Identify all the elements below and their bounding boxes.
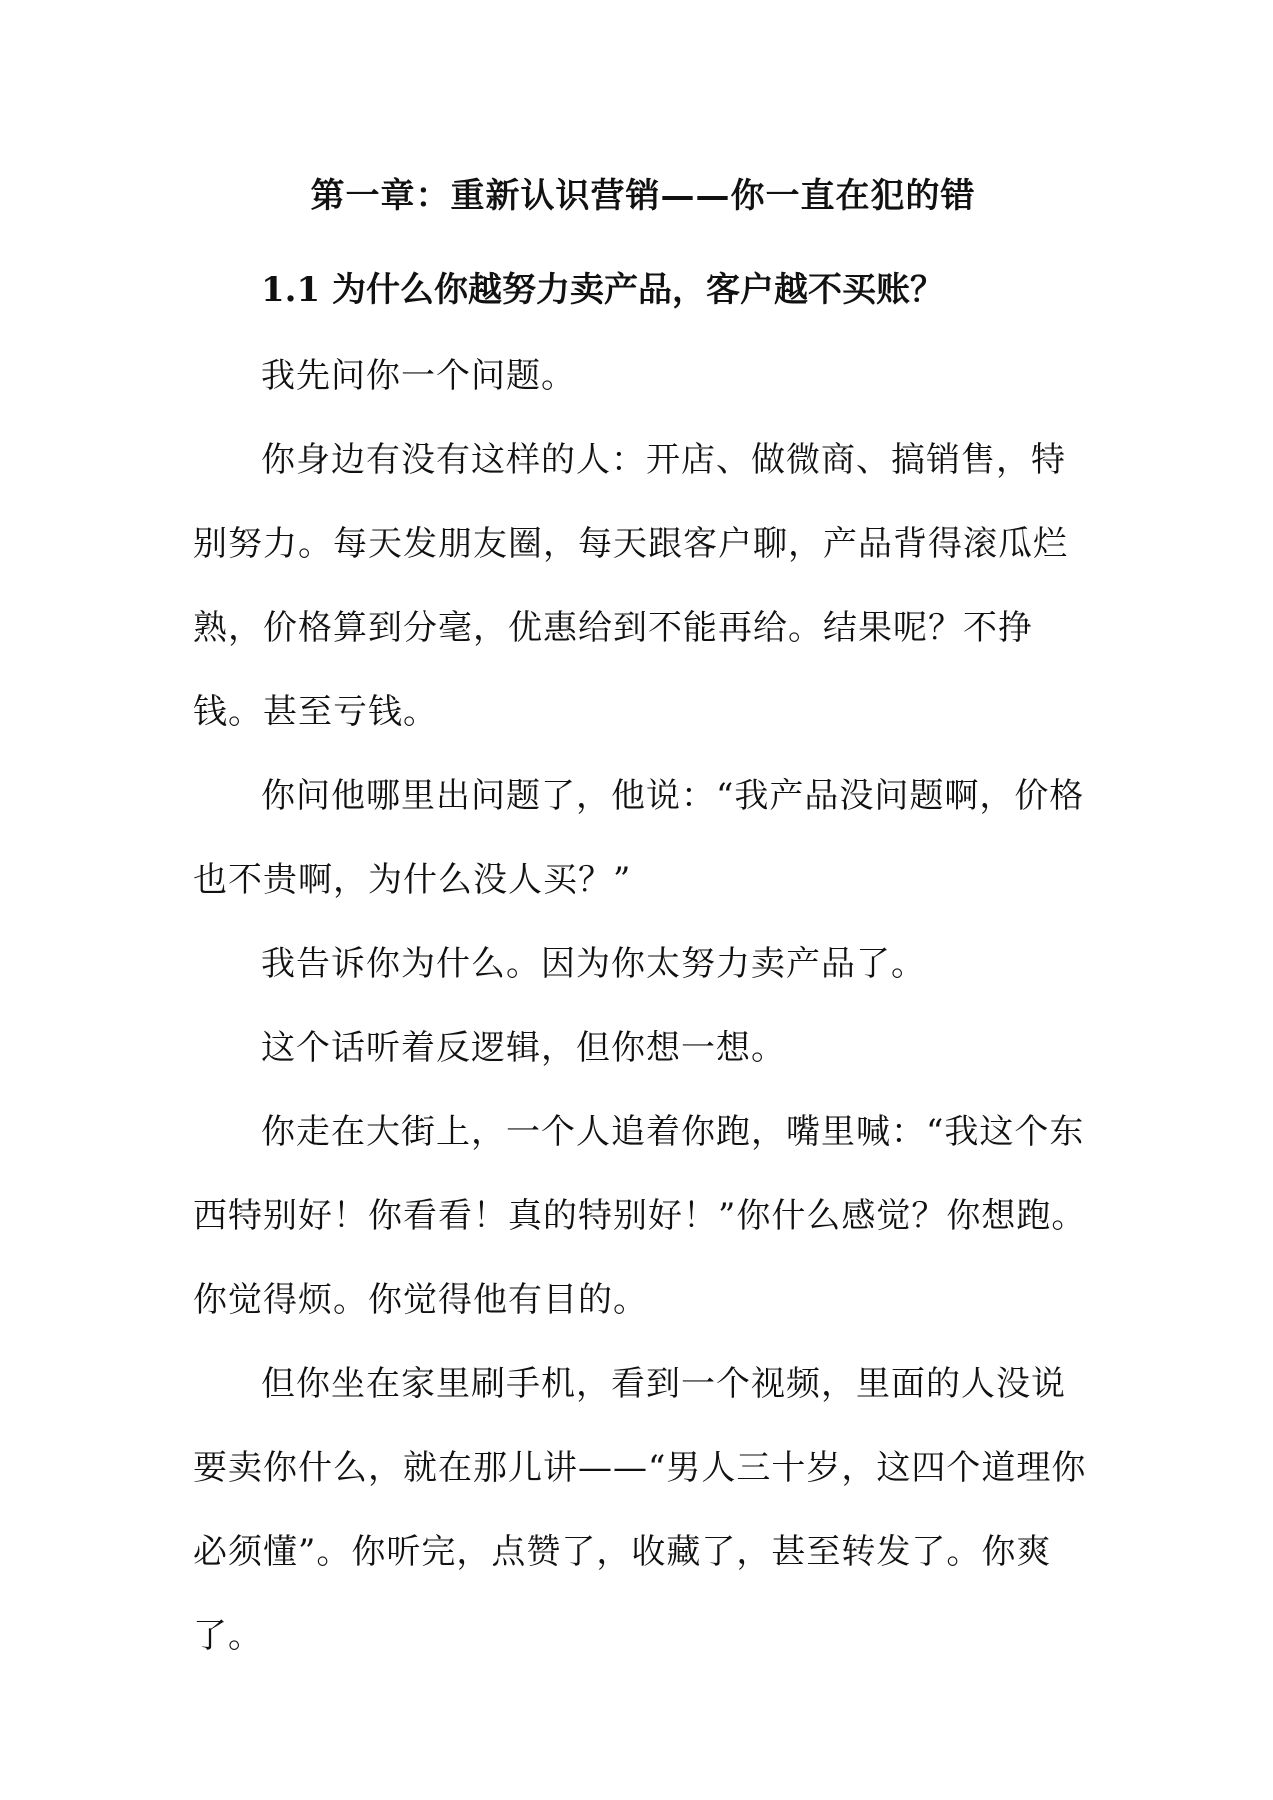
paragraph: 我告诉你为什么。因为你太努力卖产品了。 xyxy=(261,944,926,984)
paragraph: 你走在大街上，一个人追着你跑，嘴里喊：“我这个东西特别好！你看看！真的特别好！”你什么感觉？你想跑。你觉得烦。你觉得他有目的。 xyxy=(193,1112,1087,1320)
paragraph: 但你坐在家里刷手机，看到一个视频，里面的人没说要卖你什么，就在那儿讲——“男人三十岁，这四个道理你必须懂”。你听完，点赞了，收藏了，甚至转发了。你爽了。 xyxy=(193,1364,1087,1656)
paragraph: 我先问你一个问题。 xyxy=(261,356,576,396)
paragraph: 你身边有没有这样的人：开店、做微商、搞销售，特别努力。每天发朋友圈，每天跟客户聊，产品背得滚瓜烂熟，价格算到分毫，优惠给到不能再给。结果呢？不挣钱。甚至亏钱。 xyxy=(193,440,1068,732)
chapter-title: 第一章：重新认识营销——你一直在犯的错 xyxy=(310,176,976,216)
section-title: 1.1 为什么你越努力卖产品，客户越不买账？ xyxy=(261,270,944,310)
paragraph: 你问他哪里出问题了，他说：“我产品没问题啊，价格也不贵啊，为什么没人买？” xyxy=(193,776,1085,900)
paragraph: 这个话听着反逻辑，但你想一想。 xyxy=(261,1028,786,1068)
